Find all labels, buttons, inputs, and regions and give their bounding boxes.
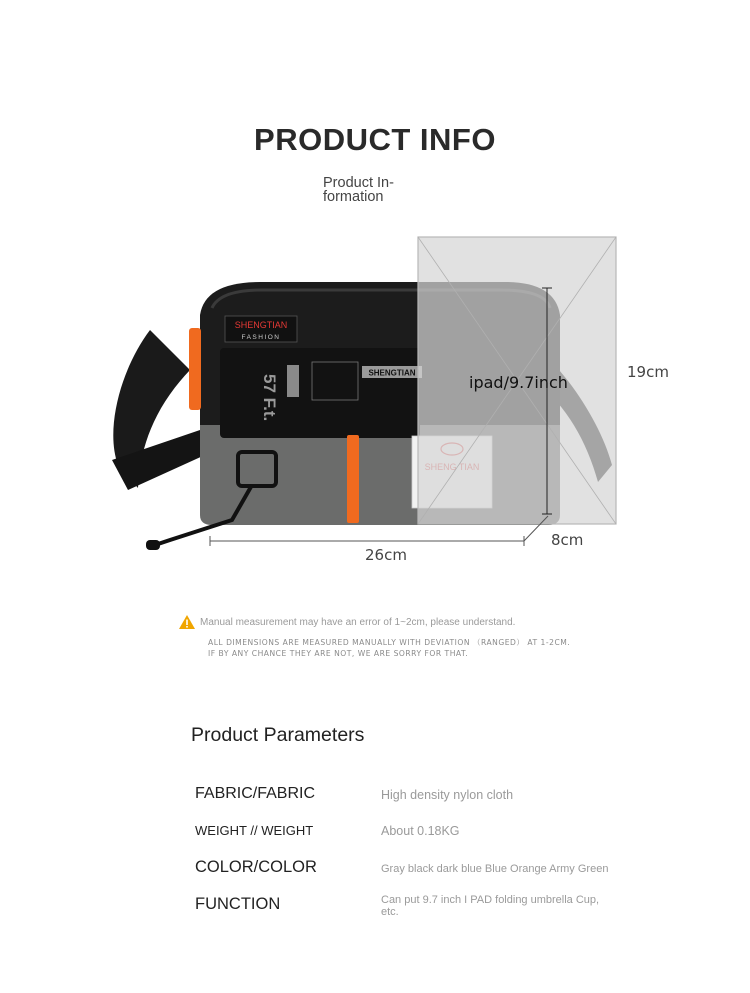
param-value-fabric: High density nylon cloth [381,788,514,802]
brand-label-text: SHENGTIAN [234,320,288,330]
bag-front-patch [220,348,420,438]
params-title: Product Parameters [191,724,365,746]
param-label-function: FUNCTION [195,895,281,913]
param-label-weight: WEIGHT // WEIGHT [195,823,314,838]
bag-drawing [0,220,750,580]
cord-stopper [146,540,160,550]
warning-icon [178,614,196,630]
product-illustration [0,220,750,580]
orange-strap-center [347,435,359,523]
page-title: PRODUCT INFO [254,122,496,157]
depth-label: 8cm [551,531,584,549]
patch-57-text: 57 F.t. [260,374,279,422]
patch-bar [287,365,299,397]
width-label: 26cm [365,546,407,564]
warning-text: Manual measurement may have an error of 1~2cm, please understand. [200,616,516,628]
param-label-fabric: FABRIC/FABRIC [195,785,316,802]
param-value-weight: About 0.18KG [381,824,460,838]
param-label-color: COLOR/COLOR [195,858,317,876]
panel-label-text: SHENGTIAN [368,368,416,378]
height-label: 19cm [627,363,669,381]
deviation-note-2: IF BY ANY CHANCE THEY ARE NOT, WE ARE SORRY FOR THAT. [208,649,469,658]
param-value-function: Can put 9.7 inch I PAD folding umbrella Cup, etc. [381,894,600,918]
orange-zip-pull-left [189,328,201,410]
measurement-warning [178,614,515,630]
ipad-size-label: ipad/9.7inch [469,373,568,392]
page-subtitle: Product In- formation [323,175,394,205]
deviation-note-1: ALL DIMENSIONS ARE MEASURED MANUALLY WITH DEVIATION （RANGED） AT 1-2CM. [208,638,571,647]
param-value-color: Gray black dark blue Blue Orange Army Green [381,863,609,875]
brand-sub-text: FASHION [241,334,281,341]
